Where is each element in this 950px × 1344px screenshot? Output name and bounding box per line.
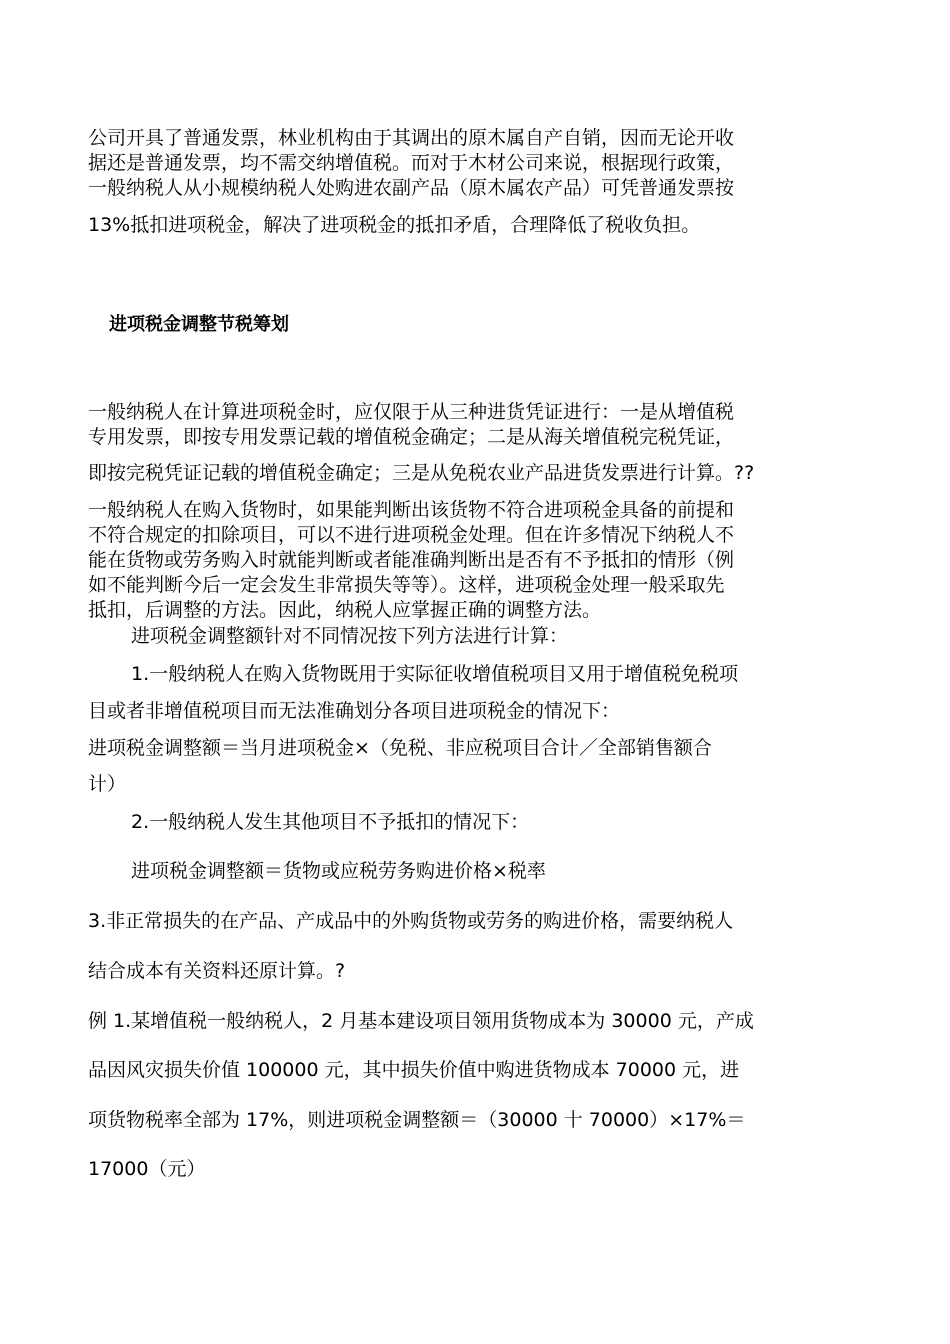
formula-line: 计） bbox=[88, 773, 127, 795]
text-line: 即按完税凭证记载的增值税金确定；三是从免税农业产品进货发票进行计算。?? bbox=[88, 462, 755, 484]
text-line: 能在货物或劳务购入时就能判断或者能准确判断出是否有不予抵扣的情形（例 bbox=[88, 549, 735, 571]
text-line: 进项税金调整额针对不同情况按下列方法进行计算： bbox=[131, 625, 569, 647]
text-line: 一般纳税人在计算进项税金时，应仅限于从三种进货凭证进行：一是从增值税 bbox=[88, 401, 735, 423]
example-line: 项货物税率全部为 17%，则进项税金调整额＝（30000 十 70000）×17%＝ bbox=[88, 1109, 746, 1131]
text-line: 13%抵扣进项税金，解决了进项税金的抵扣矛盾，合理降低了税收负担。 bbox=[88, 214, 701, 236]
list-item: 2.一般纳税人发生其他项目不予抵扣的情况下： bbox=[131, 811, 530, 833]
list-item: 1.一般纳税人在购入货物既用于实际征收增值税项目又用于增值税免税项 bbox=[131, 663, 739, 685]
formula-line: 进项税金调整额＝当月进项税金×（免税、非应税项目合计／全部销售额合 bbox=[88, 737, 712, 759]
text-line: 一般纳税人从小规模纳税人处购进农副产品（原木属农产品）可凭普通发票按 bbox=[88, 177, 735, 199]
text-line: 据还是普通发票，均不需交纳增值税。而对于木材公司来说，根据现行政策， bbox=[88, 152, 735, 174]
text-line: 一般纳税人在购入货物时，如果能判断出该货物不符合进项税金具备的前提和 bbox=[88, 499, 735, 521]
formula-line: 进项税金调整额＝货物或应税劳务购进价格×税率 bbox=[131, 860, 546, 882]
text-line: 结合成本有关资料还原计算。? bbox=[88, 960, 346, 982]
example-line: 17000（元） bbox=[88, 1158, 206, 1180]
list-item: 3.非正常损失的在产品、产成品中的外购货物或劳务的购进价格，需要纳税人 bbox=[88, 910, 734, 932]
text-line: 专用发票，即按专用发票记载的增值税金确定；二是从海关增值税完税凭证， bbox=[88, 426, 735, 448]
text-line: 公司开具了普通发票，林业机构由于其调出的原木属自产自销，因而无论开收 bbox=[88, 127, 735, 149]
text-line: 抵扣，后调整的方法。因此，纳税人应掌握正确的调整方法。 bbox=[88, 599, 602, 621]
section-heading: 进项税金调整节税筹划 bbox=[109, 314, 289, 335]
example-line: 例 1.某增值税一般纳税人，2 月基本建设项目领用货物成本为 30000 元，产成 bbox=[88, 1010, 754, 1032]
text-line: 目或者非增值税项目而无法准确划分各项目进项税金的情况下： bbox=[88, 700, 621, 722]
text-line: 不符合规定的扣除项目，可以不进行进项税金处理。但在许多情况下纳税人不 bbox=[88, 524, 735, 546]
text-line: 如不能判断今后一定会发生非常损失等等）。这样，进项税金处理一般采取先 bbox=[88, 574, 725, 596]
example-line: 品因风灾损失价值 100000 元，其中损失价值中购进货物成本 70000 元，进 bbox=[88, 1059, 740, 1081]
